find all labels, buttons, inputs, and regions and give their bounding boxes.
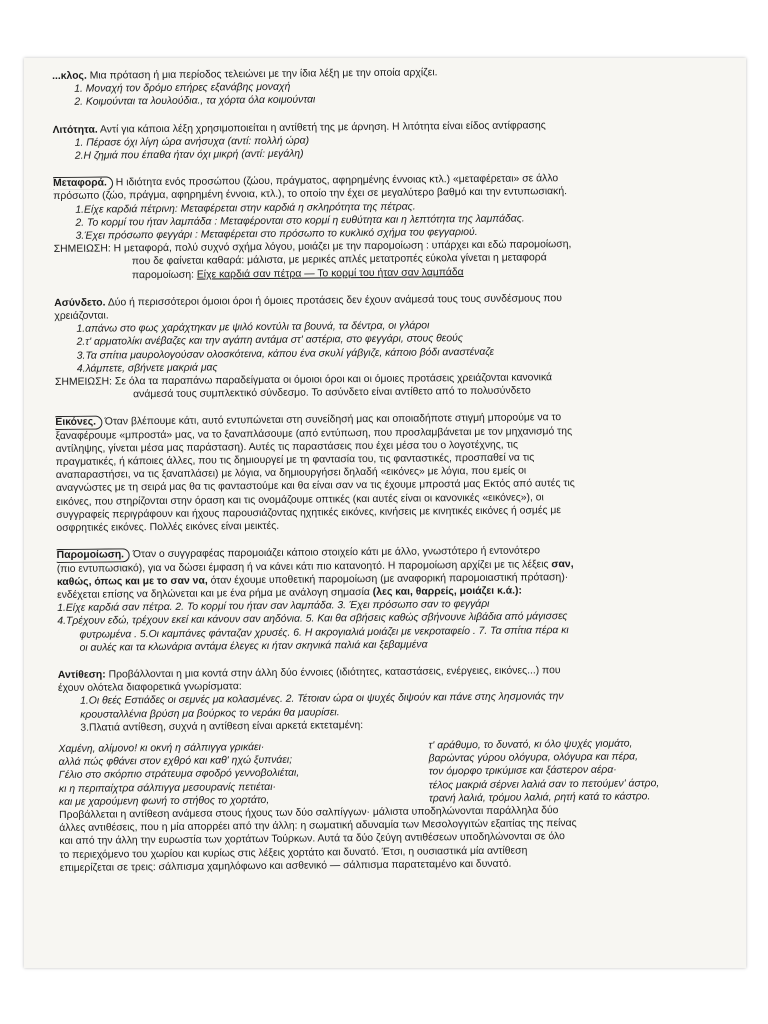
eikones-line-7: εικόνες, που στηρίζονται στην όραση και τις ονομάζουμε οπτικές (και αυτές είναι οι κανονικές «εικόνες»), οι	[56, 491, 544, 508]
metafora-example-1: 1.Είχε καρδιά πέτρινη: Μεταφέρεται στην καρδιά η σκληρότητα της πέτρας.	[75, 201, 416, 216]
litotita-example-1: 1. Πέρασε όχι λίγη ώρα ανήσυχα (αντί: πολλή ώρα)	[74, 135, 310, 149]
poem-right-line-1: τ' αράθυμο, το δυνατό, κι όλο ψυχές γιομάτο,	[428, 738, 633, 752]
metafora-example-3: 3.Έχει πρόσωπο φεγγάρι : Μεταφέρεται στο πρόσωπο το κυκλικό σχήμα του φεγγαριού.	[75, 226, 478, 242]
poem-right-line-5: τρανή λαλιά, τρόμου λαλιά, ρητή κατά το κάστρο.	[428, 791, 651, 805]
kyklos-example-1: 1. Μοναχή τον δρόμο επήρες εξανάβης μοναχή	[74, 81, 291, 95]
metafora-definition-2: πρόσωπο (ζώο, πράγμα, αφηρημένη έννοια, κτλ.), το οποίο την έχει σε μεγαλύτερο βαθμό και την εντυπωσιακή.	[53, 186, 568, 203]
metafora-note-underlined: Είχε καρδιά σαν πέτρα — Το κορμί του ήταν σαν λαμπάδα	[196, 266, 464, 281]
poem-left-line-2: αλλά πώς φθάνει στον εχθρό και καθ' ηχώ ξυπνάει;	[58, 754, 293, 769]
kyklos-example-2: 2. Κοιμούνται τα λουλούδια., τα χόρτα όλα κοιμούνται	[74, 94, 316, 109]
asyndeto-note-label: ΣΗΜΕΙΩΣΗ:	[54, 376, 113, 389]
poem-right-column	[398, 737, 659, 806]
kyklos-term: ...κλος.	[52, 70, 87, 82]
poem-left-line-4: κι η περιπαίχτρα σάλπιγγα μεσουρανίς πετιέται·	[58, 781, 276, 795]
asyndeto-term: Ασύνδετο.	[54, 297, 106, 309]
antithesi-closing-3: και από την άλλη την ευρωστία των χορτάτων Τούρκων. Αυτά τα δύο ζεύγη αντιθέσεων υποδηλώνονται σε όλο	[59, 831, 565, 848]
antithesi-closing-4: το περιεχόμενο του χωρίου και κυρίως στις λέξεις χορτάτο και δυνατό. Έτσι, η ουσιαστικά μία αντίθεση	[59, 845, 528, 861]
asyndeto-example-4: 4.λάμπετε, σβήνετε μακριά μας	[76, 362, 218, 375]
paromoiosi-example-3: φυτρωμένα . 5.Οι καμπάνες φάνταζαν χρυσές. 6. Η ακρογιαλιά μοιάζει με νεκροταφείο . 7. Τα σπίτια πέρα κι	[79, 624, 569, 641]
antithesi-poem	[58, 736, 735, 809]
paromoiosi-text-4b: (λες και, θαρρείς, μοιάζει κ.ά.):	[372, 585, 522, 598]
paromoiosi-example-1: 1.Είχε καρδιά σαν πέτρα. 2. Το κορμί του ήταν σαν λαμπάδα. 3. Έχει πρόσωπο σαν το φεγγάρι	[57, 598, 490, 615]
eikones-line-9: οσφρητικές εικόνες. Πολλές εικόνες είναι μεικτές.	[56, 520, 280, 535]
eikones-line-2: ξαναφέρουμε «μπροστά» μας, να το ξαναπλάσουμε (από εντύπωση, που προσλαμβάνεται με τον μηχανισμό της	[55, 425, 573, 442]
asyndeto-example-1: 1.απάνω στο φως χαράχτηκαν με ψιλό κοντύλι τα βουνά, τα δέντρα, οι γλάροι	[76, 320, 430, 336]
poem-left-line-5: και με χαρούμενη φωνή το στήθος το χορτάτο,	[58, 794, 270, 808]
asyndeto-definition-2: χρειάζονται.	[54, 310, 109, 323]
litotita-text: Αντί για κάποια λέξη χρησιμοποιείται η αντίθετή της με άρνηση. Η λιτότητα είναι είδος αντίφρασης	[97, 119, 546, 136]
metafora-note-label: ΣΗΜΕΙΩΣΗ:	[53, 243, 111, 256]
paromoiosi-example-2: 4.Τρέχουν εδώ, τρέχουν εκεί και κάνουν σαν αηδόνια. 5. Και θα σβήσεις καθώς σβήνουνε λιβάδια από μάγισσες	[57, 611, 568, 628]
eikones-line-3: αντίληψης, γίνεται μέσα μας παράσταση). Αυτές τις παραστάσεις που έχει μέσα του ο λογοτέχνης, τις	[55, 439, 519, 455]
poem-right-line-4: τέλος μακριά σέρνει λαλιά σαν το πετούμεν' άστρο,	[428, 777, 660, 791]
kyklos-text: Μια πρόταση ή μια περίοδος τελειώνει με την ίδια λέξη με την οποία αρχίζει.	[86, 67, 438, 82]
poem-left-line-3: Γέλιο στο σκόρπιο στράτευμα σφοδρό γεννοβολιέται,	[58, 768, 300, 782]
poem-left-column	[58, 740, 399, 809]
poem-right-line-3: τον όμορφο τρικύμισε και ξάστερον αέρα·	[428, 764, 617, 778]
paromoiosi-text-2b: σαν,	[551, 558, 574, 570]
eikones-line-5: αναπαραστήσει, να τις ξαναπλάσει) με λόγια, να δημιουργήσει δηλαδή «εικόνες» με λόγια, που εμείς οι	[55, 465, 527, 482]
paromoiosi-text-3b: όταν έχουμε υποθετική παρομοίωση (με αναφορική παρομοιαστική πρόταση)·	[207, 571, 569, 587]
antithesi-text-1: Προβάλλονται η μια κοντά στην άλλη δύο έννοιες (ιδιότητες, καταστάσεις, ενέργειες, εικόνες...) που	[105, 665, 561, 681]
paromoiosi-text-3a: καθώς, όπως και με το σαν να,	[56, 575, 208, 588]
metafora-note-text-1: Η μεταφορά, πολύ συχνό σχήμα λόγου, μοιάζει με την παρομοίωση : υπάρχει και εδώ παρομοίωση,	[110, 239, 572, 255]
metafora-term: Μεταφορά.	[53, 177, 113, 191]
eikones-line-4: πραγματικές, ή κάποιες άλλες, που τις δημιουργεί με τη φαντασία του, τις φανταστικές, προσπαθεί να τις	[55, 452, 535, 469]
antithesi-closing-2: άλλες αντιθέσεις, που η μία απορρέει από την άλλη: η σωματική αδυναμία των Μεσολογγιτών εξαιτίας της πείνας	[59, 818, 577, 835]
asyndeto-text-1: Δύο ή περισσότεροι όμοιοι όροι ή όμοιες προτάσεις δεν έχουν ανάμεσά τους τους συνδέσμους που	[105, 292, 562, 309]
poem-right-line-2: βαρώντας γύρου ολόγυρα, ολόγυρα και πέρα,	[428, 751, 639, 765]
antithesi-example-1: 1.Οι θεές Εστιάδες οι σεμνές μα κολασμένες. 2. Τέτοιαν ώρα οι ψυχές διψούν και πάνε στης λησμονιάς την	[80, 691, 564, 708]
paromoiosi-term: Παρομοίωση.	[57, 549, 131, 563]
antithesi-line-2: έχουν ολότελα διαφορετικά γνωρίσματα:	[57, 681, 242, 695]
eikones-term: Εικόνες.	[55, 416, 102, 430]
asyndeto-note-text-1: Σε όλα τα παραπάνω παραδείγματα οι όμοιοι όροι και οι όμοιες προτάσεις χρειάζονται κανονικά	[111, 372, 553, 388]
eikones-line-6: αναγνώστες με τη σειρά μας θα τις φανταστούμε και θα είναι σαν να τις έχουμε μπροστά μας Εκτός από αυτές τις	[55, 478, 575, 495]
eikones-text-1: Όταν βλέπουμε κάτι, αυτό εντυπώνεται στη συνείδησή μας και οποιαδήποτε στιγμή μπορούμε να το	[101, 412, 562, 429]
paromoiosi-text-1: Όταν ο συγγραφέας παρομοιάζει κάποιο στοιχείο κάτι με άλλο, γνωστότερο ή εντονότερο	[129, 545, 541, 561]
eikones-line-8: συγγραφείς περιγράφουν και ήχους παρουσιάζοντας ηχητικές εικόνες, κινήσεις με κινητικές εικόνες ή οσμές με	[56, 505, 562, 521]
paromoiosi-text-2a: (πιο εντυπωσιακό), για να δώσει έμφαση ή να κάνει κάτι πιο κατανοητό. Η παρομοίωση αρχίζει με τις λέξεις	[56, 558, 552, 575]
metafora-text-1: Η ιδιότητα ενός προσώπου (ζώου, πράγματος, αφηρημένης έννοιας κτλ.) «μεταφέρεται» σε άλλο	[112, 173, 559, 189]
metafora-example-2: 2. Το κορμί του ήταν λαμπάδα : Μεταφέρονται στο κορμί η ευθύτητα και η λεπτότητα της λαμπάδας.	[75, 213, 525, 229]
antithesi-example-1b: κρουσταλλένια βρύση μα βούρκος το νεράκι θα μαυρίσει.	[80, 706, 340, 721]
paromoiosi-example-4: οι αυλές και τα κλωνάρια αντάμα έλεγες κι ήταν σκηνικά παλιά και ξεβαμμένα	[79, 639, 428, 654]
litotita-example-2: 2.Η ζημιά που έπαθα ήταν όχι μικρή (αντί: μεγάλη)	[74, 148, 304, 162]
document-page	[24, 58, 746, 968]
poem-left-line-1: Χαμένη, αλίμονο! κι οκνή η σάλπιγγα γρικάει·	[58, 741, 265, 755]
metafora-note-2: που δε φαίνεται καθαρά: μάλιστα, με μερικές απλές μετατροπές εύκολα γίνεται η μεταφορά	[131, 252, 547, 268]
litotita-term: Λιτότητα.	[52, 124, 98, 136]
asyndeto-example-2: 2.τ' αρματολίκι ανέβαζες και την αγάπη αντάμα στ' αστέρια, στο φεγγάρι, στους θεούς	[76, 333, 463, 349]
asyndeto-note-2: ανάμεσά τους συμπλεκτικό σύνδεσμο. Το ασύνδετο είναι αντίθετο από το πολυσύνδετο	[133, 385, 531, 401]
metafora-note-prefix: παρομοίωση:	[131, 269, 197, 281]
antithesi-closing-5: επιμερίζεται σε τρεις: σάλπισμα χαμηλόφωνο και ασθενικό — σάλπισμα παρατεταμένο και δυνατό.	[59, 858, 512, 874]
antithesi-example-3: 3.Πλατιά αντίθεση, συχνά η αντίθεση είναι αρκετά εκτεταμένη:	[80, 719, 364, 734]
antithesi-closing-1: Προβάλλεται η αντίθεση ανάμεσα στους ήχους των δύο σαλπίγγων· μάλιστα υποδηλώνονται παράλληλα δύο	[59, 805, 559, 821]
paromoiosi-text-4a: ενδέχεται επίσης να δηλώνεται και με ένα ρήμα με ανάλογη σημασία	[56, 586, 373, 601]
document-text	[52, 64, 736, 875]
antithesi-term: Αντίθεση:	[57, 669, 106, 681]
asyndeto-example-3: 3.Τα σπίτια μαυρολογούσαν ολοσκότεινα, κάπου ένα σκυλί γάβγιζε, κάποιο βόδι αναστέναζε	[76, 346, 495, 362]
